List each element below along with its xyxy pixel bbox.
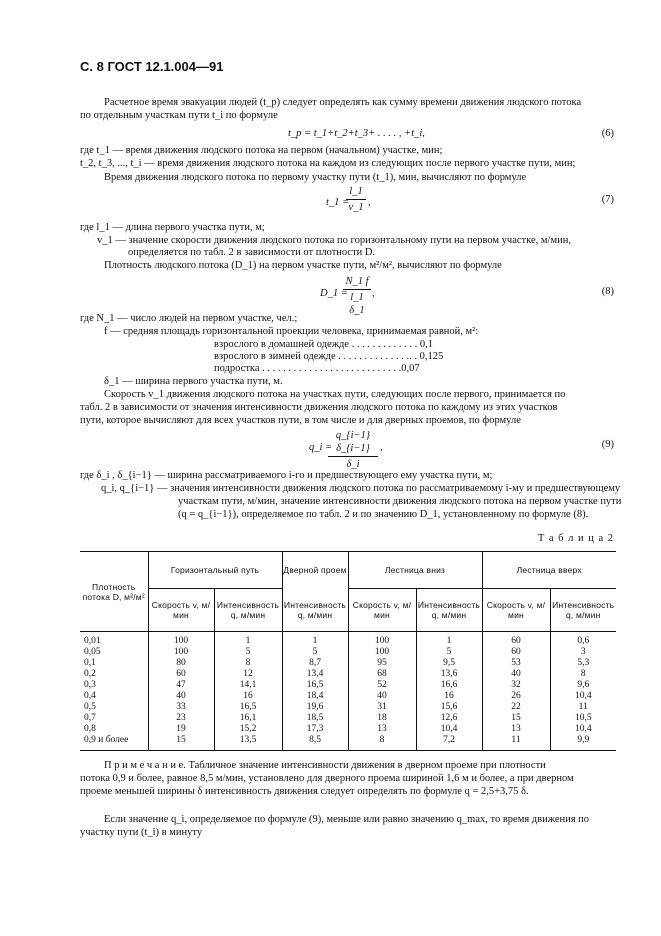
table-row (80, 669, 616, 680)
header-density: Плотность потока D, м²/м² (80, 552, 148, 632)
where-line: где N_1 — число людей на первом участке, чел.; (80, 313, 298, 324)
equation-number: (8) (601, 286, 614, 297)
where-line: v_1 — значение скорости движения людского потока по горизонтальному пути на первом участке, м/мин, (97, 235, 571, 246)
header-horizontal: Горизонтальный путь (148, 552, 282, 589)
value-cell: 100 (348, 647, 416, 658)
value-cell: 9,6 (550, 680, 616, 691)
fraction-bar (346, 199, 366, 200)
fraction-bar (343, 289, 371, 290)
value-cell: 13,6 (416, 669, 482, 680)
value-cell: 100 (148, 632, 214, 648)
equation-8-fraction (343, 275, 371, 317)
value-cell: 1 (416, 632, 482, 648)
value-cell: 68 (348, 669, 416, 680)
value-cell: 5 (416, 647, 482, 658)
equation-9-fraction (328, 429, 378, 471)
subheader-intensity: Интенсивность q, м/мин (214, 589, 282, 632)
value-cell: 10,4 (550, 724, 616, 735)
note-line: П р и м е ч а н и е. Табличное значение интенсивности движения в дверном проеме при плотности (104, 760, 546, 771)
value-cell: 19,6 (282, 702, 348, 713)
table-row (80, 680, 616, 691)
equation-9-lhs: q_i = (309, 442, 333, 453)
value-cell: 23 (148, 713, 214, 724)
list-item: подростка . . . . . . . . . . . . . . . . . . . . . . . . . . .0,07 (214, 363, 420, 374)
table-row (80, 691, 616, 702)
density-cell: 0,4 (84, 691, 96, 701)
value-cell: 1 (214, 632, 282, 648)
value-cell: 13,5 (214, 735, 282, 751)
list-item: взрослого в домашней одежде . . . . . . . . . . . . . 0,1 (214, 339, 433, 350)
density-cell: 0,05 (84, 647, 101, 657)
value-cell: 7,2 (416, 735, 482, 751)
subheader-speed: Скорость v, м/мин (148, 589, 214, 632)
table-row (80, 735, 616, 751)
value-cell: 11 (550, 702, 616, 713)
comma: , (380, 442, 383, 453)
equation-7-fraction (346, 185, 366, 214)
value-cell: 31 (348, 702, 416, 713)
denominator: v_1 (348, 202, 364, 213)
paragraph-line: участку пути (t_i) в минуту (80, 827, 203, 838)
value-cell: 26 (482, 691, 550, 702)
value-cell: 13 (482, 724, 550, 735)
density-cell: 0,01 (84, 636, 101, 646)
value-cell: 17,3 (282, 724, 348, 735)
value-cell: 53 (482, 658, 550, 669)
density-cell: 0,5 (84, 702, 96, 712)
density-cell: 0,9 и более (84, 735, 129, 745)
where-line: где δ_i , δ_{i−1} — ширина рассматриваемого i-го и предшествующего ему участка пути, м; (80, 470, 493, 481)
paragraph-line: табл. 2 в зависимости от значения интенсивности движения людского потока по каждому из этих участков (80, 402, 558, 413)
paragraph-line: Если значение q_i, определяемое по формуле (9), меньше или равно значению q_max, то время движения по (104, 814, 590, 825)
where-line: участкам пути, м/мин, значение интенсивности движения людского потока на первом участке пути (178, 496, 622, 507)
value-cell: 16,6 (416, 680, 482, 691)
equation-number: (7) (601, 194, 614, 205)
value-cell: 40 (348, 691, 416, 702)
list-item: взрослого в зимней одежде . . . . . . . . . . . . . .. . 0,125 (214, 351, 444, 362)
table-title: Т а б л и ц а 2 (537, 533, 614, 544)
value-cell: 60 (482, 647, 550, 658)
note-line: проеме меньшей ширины δ интенсивность движения следует определять по формуле q = 2,5+3,75 δ. (80, 786, 529, 797)
value-cell: 13,4 (282, 669, 348, 680)
value-cell: 60 (482, 632, 550, 648)
value-cell: 8,7 (282, 658, 348, 669)
equation-number: (9) (601, 439, 614, 450)
value-cell: 22 (482, 702, 550, 713)
value-cell: 100 (348, 632, 416, 648)
table-body (80, 632, 616, 751)
value-cell: 32 (482, 680, 550, 691)
denominator: δ_i (346, 459, 360, 470)
subheader-intensity: Интенсивность q, м/мин (416, 589, 482, 632)
value-cell: 8 (348, 735, 416, 751)
value-cell: 9,9 (550, 735, 616, 751)
value-cell: 9,5 (416, 658, 482, 669)
subheader-intensity: Интенсивность q, м/мин (550, 589, 616, 632)
where-line: определяется по табл. 2 в зависимости от плотности D. (128, 247, 376, 258)
value-cell: 16,5 (282, 680, 348, 691)
density-cell: 0,3 (84, 680, 96, 690)
equation-7-lhs: t_1 = (326, 197, 350, 208)
table-row (80, 713, 616, 724)
value-cell: 16,1 (214, 713, 282, 724)
where-line: t_2, t_3, ..., t_i — время движения людского потока на каждом из следующих после первого участке пути, мин; (80, 158, 576, 169)
value-cell: 16 (416, 691, 482, 702)
paragraph-line: Плотность людского потока (D_1) на первом участке пути, м²/м², вычисляют по формуле (104, 260, 502, 271)
where-line: (q = q_{i−1}), определяемое по табл. 2 и по значению D_1, установленному по формуле (8). (178, 509, 589, 520)
value-cell: 95 (348, 658, 416, 669)
value-cell: 8 (550, 669, 616, 680)
value-cell: 16 (214, 691, 282, 702)
value-cell: 1 (282, 632, 348, 648)
where-line: f — средняя площадь горизонтальной проекции человека, принимаемая равной, м²: (104, 326, 479, 337)
numerator: N_1 f (345, 276, 369, 287)
value-cell: 5 (214, 647, 282, 658)
density-cell: 0,8 (84, 724, 96, 734)
value-cell: 47 (148, 680, 214, 691)
subheader-speed: Скорость v, м/мин (348, 589, 416, 632)
paragraph-line: пути, которое вычисляют для всех участков пути, в том числе и для дверных проемов, по формуле (80, 415, 521, 426)
value-cell: 15,6 (416, 702, 482, 713)
value-cell: 60 (148, 669, 214, 680)
where-line: q_i, q_{i−1} — значения интенсивности движения людского потока по рассматриваемому i-му и предшествующему (101, 483, 621, 494)
value-cell: 12 (214, 669, 282, 680)
density-cell: 0,2 (84, 669, 96, 679)
value-cell: 5 (282, 647, 348, 658)
value-cell: 0,6 (550, 632, 616, 648)
value-cell: 8 (214, 658, 282, 669)
value-cell: 10,4 (416, 724, 482, 735)
where-line: где l_1 — длина первого участка пути, м; (80, 222, 265, 233)
value-cell: 3 (550, 647, 616, 658)
value-cell: 52 (348, 680, 416, 691)
value-cell: 80 (148, 658, 214, 669)
value-cell: 8,5 (282, 735, 348, 751)
value-cell: 13 (348, 724, 416, 735)
equation-number: (6) (601, 128, 614, 139)
density-cell: 0,1 (84, 658, 96, 668)
value-cell: 33 (148, 702, 214, 713)
table-row (80, 632, 616, 648)
paragraph-line: Скорость v_1 движения людского потока на участках пути, следующих после первого, принимается по (104, 389, 566, 400)
header-door: Дверной проем (282, 552, 348, 589)
value-cell: 18,4 (282, 691, 348, 702)
denominator: l_1 δ_1 (349, 292, 365, 316)
value-cell: 12,6 (416, 713, 482, 724)
subheader-intensity: Интенсивность q, м/мин (282, 589, 348, 632)
value-cell: 40 (148, 691, 214, 702)
value-cell: 18 (348, 713, 416, 724)
page-header: С. 8 ГОСТ 12.1.004—91 (80, 59, 224, 74)
table-row (80, 702, 616, 713)
paragraph-line: по отдельным участкам пути t_i по формуле (80, 110, 278, 121)
header-stairs-up: Лестница вверх (482, 552, 616, 589)
value-cell: 11 (482, 735, 550, 751)
value-cell: 15,2 (214, 724, 282, 735)
value-cell: 16,5 (214, 702, 282, 713)
value-cell: 40 (482, 669, 550, 680)
table-row (80, 647, 616, 658)
value-cell: 15 (482, 713, 550, 724)
subheader-speed: Скорость v, м/мин (482, 589, 550, 632)
comma: , (372, 288, 375, 299)
fraction-bar (328, 456, 378, 457)
table-row (80, 658, 616, 669)
value-cell: 5,3 (550, 658, 616, 669)
value-cell: 10,5 (550, 713, 616, 724)
value-cell: 10,4 (550, 691, 616, 702)
density-cell: 0,7 (84, 713, 96, 723)
equation-8-lhs: D_1 = (320, 288, 348, 299)
numerator: l_1 (349, 186, 363, 197)
value-cell: 18,5 (282, 713, 348, 724)
equation-6: t_p = t_1+t_2+t_3+ . . . . , +t_i, (288, 128, 425, 139)
header-stairs-down: Лестница вниз (348, 552, 482, 589)
value-cell: 15 (148, 735, 214, 751)
value-cell: 14,1 (214, 680, 282, 691)
paragraph-line: Расчетное время эвакуации людей (t_p) следует определять как сумму времени движения людского потока (104, 97, 582, 108)
table-row (80, 724, 616, 735)
paragraph-line: Время движения людского потока по первому участку пути (t_1), мин, вычисляют по формуле (104, 172, 527, 183)
numerator: q_{i−1} δ_{i−1} (335, 430, 371, 454)
value-cell: 100 (148, 647, 214, 658)
comma: , (368, 197, 371, 208)
value-cell: 19 (148, 724, 214, 735)
data-table (80, 551, 616, 751)
where-line: δ_1 — ширина первого участка пути, м. (104, 376, 283, 387)
where-line: где t_1 — время движения людского потока на первом (начальном) участке, мин; (80, 145, 443, 156)
note-line: потока 0,9 и более, равное 8,5 м/мин, установлено для дверного проема шириной 1,6 м и более, а при дверном (80, 773, 574, 784)
